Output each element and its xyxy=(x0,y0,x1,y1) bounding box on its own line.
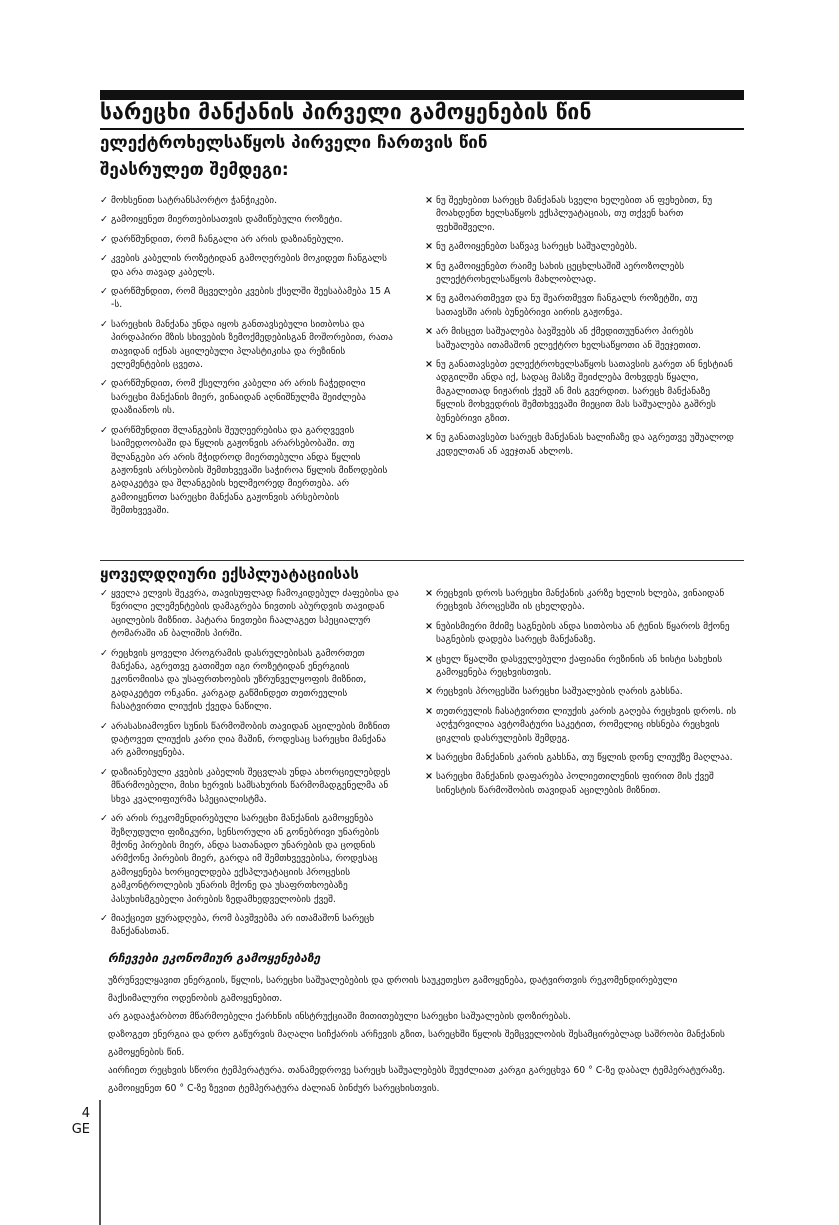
list-item xyxy=(425,240,740,253)
list-item xyxy=(425,431,740,458)
list-item xyxy=(100,766,400,806)
list-item xyxy=(100,377,400,417)
cross-mark-icon: × xyxy=(425,686,433,698)
list-item-text: დარწმუნდით, რომ ქსელური კაბელი არ არის ჩაჭედილი სარეცხი მანქანის მიერ, ვინაიდან აღნიშნულმა შეიძლება დააზიანოს ის. xyxy=(111,378,366,417)
list-item-text: სარეცხი მანქანის კარის გახსნა, თუ წყლის დონე ლიუქზე მაღლაა. xyxy=(436,752,733,764)
first-connection-heading: ელექტროხელსაწყოს პირველი ჩართვის წინ xyxy=(100,133,488,153)
check-mark-icon: ✓ xyxy=(100,647,108,659)
cross-mark-icon: × xyxy=(425,771,433,783)
list-item xyxy=(425,620,740,647)
eco-paragraph: აირჩიეთ რეცხვის სწორი ტემპერატურა. თანამედროვე სარეცხ საშუალებებს შეუძლიათ კარგი გარეცხვა 60 ° C-ზე დაბალ ტემპერატურაზე. xyxy=(108,1065,726,1076)
list-item-text: ნუ განათავსებთ ელექტროხელსაწყოს სათავსის გარეთ ან ნესტიან ადგილში ანდა იქ, სადაც მასზე შეიძლება მოხვდეს წყალი, მაგალითად ნიჟარის ქვეშ ან მის გვერდით. სარეცხ მანქანაზე წყლის მოხვედრის შემთხვევაში მიეცით მას საშუალება გაშრეს ბუნებრივი გზით. xyxy=(436,359,733,424)
top-bar xyxy=(100,90,744,100)
list-item xyxy=(100,647,400,714)
daily-use-heading: ყოველდღიური ექსპლუატაციისას xyxy=(100,565,359,583)
list-item xyxy=(425,751,740,764)
list-item xyxy=(100,194,400,207)
list-item xyxy=(425,260,740,287)
list-item xyxy=(425,325,740,352)
check-mark-icon: ✓ xyxy=(100,253,108,265)
section-divider xyxy=(100,560,744,561)
eco-paragraphs xyxy=(108,972,738,1098)
cross-mark-icon: × xyxy=(425,752,433,764)
list-item xyxy=(425,685,740,698)
list-item xyxy=(425,194,740,234)
list-item xyxy=(100,587,400,641)
list-item-text: არ არის რეკომენდირებული სარეცხი მანქანის გამოყენება შეზღუდული ფიზიკური, სენსორული ან გონებრივი უნარების მქონე პირების მიერ, ანდა სათანადო უნარების და ცოდნის არმქონე პირების მიერ, გარდა იმ შემთხვევებისა, როდესაც გამოყენება ხორციელდება ექსპლუატაციის პროცესის გამკონტროლების უნარის მქონე და უსაფრთხოებაზე პასუხისმგებელი პირების ზედამხედველობის ქვეშ. xyxy=(111,813,380,905)
cross-mark-icon: × xyxy=(425,359,433,371)
list-item xyxy=(100,285,400,312)
check-mark-icon: ✓ xyxy=(100,813,108,825)
check-mark-icon: ✓ xyxy=(100,912,108,924)
list-item-text: დარწმუნდით, რომ მცველები კვების ქსელში შეესაბამება 15 A -ს. xyxy=(111,286,391,311)
list-item-text: რეცხვის დროს სარეცხი მანქანის კარზე ხელის ხლება, ვინაიდან რეცხვის პროცესში ის ცხელდება. xyxy=(436,588,725,613)
list-item xyxy=(100,318,400,372)
daily-use-right-list xyxy=(425,587,740,803)
cross-mark-icon: × xyxy=(425,620,433,632)
cross-mark-icon: × xyxy=(425,195,433,206)
list-item xyxy=(425,292,740,319)
page-number: 4 xyxy=(81,1106,90,1121)
cross-mark-icon: × xyxy=(425,705,433,717)
list-item-text: მოხსენით სატრანსპორტო ჭანჭიკები. xyxy=(111,195,278,206)
check-mark-icon: ✓ xyxy=(100,318,108,330)
list-item xyxy=(100,213,400,226)
list-item-text: სარეცხი მანქანის დაფარება პოლიეთილენის ფირით მის ქვეშ სინესტის წარმოშობის თავიდან აცილების მიზნით. xyxy=(436,771,714,796)
list-item-text: ნუ გამოართმევთ და ნუ შეართმევთ ჩანგალს როზეტში, თუ სათავსში არის ბუნებრივი აირის გაჟონვა. xyxy=(436,293,698,318)
cross-mark-icon: × xyxy=(425,241,433,253)
list-item-text: რეცხვის ყოველი პროგრამის დასრულებისას გამორთეთ მანქანა, აგრეთვე გათიშეთ იგი როზეტიდან ენერგიის ეკონომიისა და უსაფრთხოების უზრუნველყოფის მიზნით, გადაკეტეთ ონკანი. კარგად გაწმინდეთ თეთრეულის ჩასატვირთი ლიუქის ქვედა ნაწილი. xyxy=(111,647,367,713)
list-item-text: არ მისცეთ საშუალება ბავშვებს ან ქმედითუუნარო პირებს საშუალება ითამაშონ ელექტრო ხელსაწყოთი ან შეეჯეთით. xyxy=(436,326,701,351)
list-item xyxy=(100,424,400,518)
cross-mark-icon: × xyxy=(425,326,433,338)
first-connection-subheading: შეასრულეთ შემდეგი: xyxy=(100,160,289,180)
eco-paragraph: დაზოგეთ ენერგია და დრო გაწურვის მაღალი სიჩქარის არჩევის გზით, სარეცხში წყლის შემცველობის შესამცირებლად საშრობი მანქანის გამოყენების წინ. xyxy=(108,1029,725,1058)
language-code: GE xyxy=(71,1122,90,1137)
eco-paragraph: არ გადააჭარბოთ მწარმოებელი ქარხნის ინსტრუქციაში მითითებული სარეცხი საშუალების დოზირებას. xyxy=(108,1011,571,1022)
first-connection-right-list xyxy=(425,194,740,464)
list-item xyxy=(425,770,740,797)
list-item xyxy=(100,233,400,246)
list-item-text: სარეცხის მანქანა უნდა იყოს განთავსებული სითბოსა და პირდაპირი მზის სხივების ზემოქმედებისგან მოშორებით, რათა თავიდან იქნას აცილებული პლასტიკისა და რეზინის ელემენტების ცვეთა. xyxy=(111,318,393,371)
check-mark-icon: ✓ xyxy=(100,286,108,298)
list-item xyxy=(100,720,400,760)
cross-mark-icon: × xyxy=(425,260,433,272)
cross-mark-icon: × xyxy=(425,588,433,599)
list-item-text: ცხელ წყალში დასველებული ქაფიანი რეზინის ან ხისტი სახეხის გამოყენება რეცხვისთვის. xyxy=(436,653,723,679)
first-connection-left-list xyxy=(100,194,400,524)
list-item xyxy=(100,812,400,906)
list-item-text: ყველა ელვის შეკვრა, თავისუფლად ჩამოკიდებულ ძაფებისა და წვრილი ელემენტების დამაგრება ნივთის აბურდვის თავიდან აცილების მიზნით. პატარა ნივთები ჩაალაგეთ სპეციალურ ტომარაში ან ბალიშის პირში. xyxy=(111,588,399,640)
list-item-text: ნუ განათავსებთ სარეცხ მანქანას ხალიჩაზე და აგრეთვე უშუალოდ კედელთან ან ავეჯთან ახლოს. xyxy=(436,432,734,457)
list-item-text: ნუ გამოიყენებთ რაიმე სახის ცეცხლსაშიშ აეროზოლებს ელექტროხელსაწყოს მახლობლად. xyxy=(436,260,685,286)
check-mark-icon: ✓ xyxy=(100,195,108,206)
list-item-text: ნუ გამოიყენებთ საწვავ სარეცხ საშუალებებს. xyxy=(436,241,638,253)
check-mark-icon: ✓ xyxy=(100,378,108,390)
margin-bar xyxy=(99,1100,101,1225)
list-item-text: დაზიანებული კვების კაბელის შეცვლას უნდა ახორციელებდეს მწარმოებელი, მისი ხერვის სამსახურის წარმომადგენელმა ან სხვა კვალიფიურმა სპეციალისტმა. xyxy=(111,766,391,805)
list-item-text: თეთრეულის ჩასატვირთი ლიუქის კარის გაღება რეცხვის დროს. ის აღჭურვილია ავტომატური საკეტით, რომელიც იხსნება რეცხვის ციკლის დასრულების შემდეგ. xyxy=(436,705,737,744)
list-item xyxy=(425,705,740,745)
list-item-text: ნუ შეეხებით სარეცხ მანქანას სველი ხელებით ან ფეხებით, ნუ მოახდენთ ხელსაწყოს ექსპლუატაციას, თუ თქვენ ხართ ფეხშიშველი. xyxy=(436,195,713,233)
list-item xyxy=(425,358,740,425)
title-rule xyxy=(100,128,744,130)
check-mark-icon: ✓ xyxy=(100,588,108,599)
cross-mark-icon: × xyxy=(425,293,433,305)
list-item-text: დარწმუნდით შლანგების შეუღეერებისა და გარღვევის საიმედოობაში და წყლის გაჟონვის არარსებობაში. თუ შლანგები არ არის მჭიდროდ მიერთებული ანდა წყლის გაჟონვის არსებობის შემთხვევაში საჭიროა წყლის მიწოდების გადაკეტვა და შლანგების ხელმეორედ მიერთება. არ გამოიყენოთ სარეცხი მანქანა გაჟონვის არსებობის შემთხვევაში. xyxy=(111,424,388,517)
check-mark-icon: ✓ xyxy=(100,424,108,436)
check-mark-icon: ✓ xyxy=(100,233,108,245)
list-item xyxy=(425,653,740,680)
page-title: სარეცხი მანქანის პირველი გამოყენების წინ xyxy=(100,100,592,124)
eco-paragraph: გამოიყენეთ 60 ° C-ზე ზევით ტემპერატურა ძალიან ბინძურ სარეცხისთვის. xyxy=(108,1083,440,1094)
check-mark-icon: ✓ xyxy=(100,214,108,226)
list-item-text: კვების კაბელის როზეტიდან გამოღერების მოკიდეთ ჩანგალს და არა თავად კაბელს. xyxy=(111,253,387,278)
list-item-text: რეცხვის პროცესში სარეცხი საშუალების ღარის გახსნა. xyxy=(436,686,683,698)
check-mark-icon: ✓ xyxy=(100,766,108,778)
list-item xyxy=(100,252,400,279)
list-item-text: მიაქციეთ ყურადღება, რომ ბავშვებმა არ ითამაშონ სარეცხ მანქანასთან. xyxy=(111,912,375,938)
eco-heading: რჩევები ეკონომიურ გამოყენებაზე xyxy=(108,951,321,965)
list-item xyxy=(425,587,740,614)
daily-use-left-list xyxy=(100,587,400,945)
check-mark-icon: ✓ xyxy=(100,720,108,732)
cross-mark-icon: × xyxy=(425,653,433,665)
eco-paragraph: უზრუნველყავით ენერგიის, წყლის, სარეცხი საშუალებების და დროის საუკეთესო გამოყენება, დატვირთვის რეკომენდირებული მაქსიმალური ოდენობის გამოყენებით. xyxy=(108,975,678,1004)
list-item-text: არასასიამოვნო სუნის წარმოშობის თავიდან აცილების მიზნით დატოვეთ ლიუქის კარი ღია მაშინ, როდესაც სარეცხი მანქანა არ გამოიყენება. xyxy=(111,720,390,759)
list-item xyxy=(100,912,400,939)
cross-mark-icon: × xyxy=(425,432,433,444)
list-item-text: ნუბისმიერი მძიმე საგნების ანდა სითბოსა ან ტენის წყაროს მქონე საგნების დადება სარეცხ მანქანაზე. xyxy=(436,620,730,646)
list-item-text: დარწმუნდით, რომ ჩანგალი არ არის დაზიანებული. xyxy=(111,233,344,245)
list-item-text: გამოიყენეთ მიერთებისათვის დამიწებული როზეტი. xyxy=(111,214,343,226)
